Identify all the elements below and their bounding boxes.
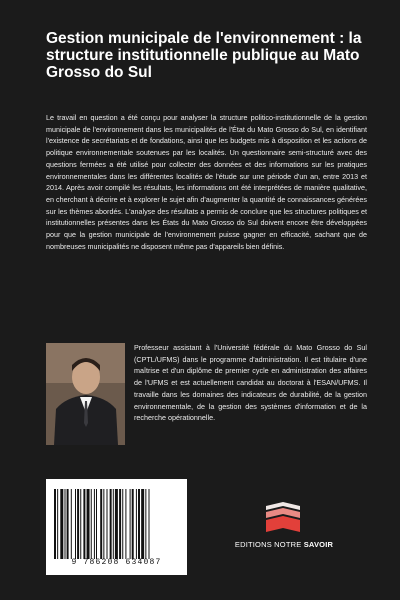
publisher-logo-icon	[258, 500, 308, 534]
isbn-number: 9 786208 634087	[71, 558, 162, 567]
book-title: Gestion municipale de l'environnement : la structure institutionnelle publique au Mato Grosso do Sul	[46, 30, 362, 81]
author-biography: Professeur assistant à l'Université fédérale du Mato Grosso do Sul (CPTL/UFMS) dans le programme d'administration. Il est titulaire d'une maîtrise et d'un diplôme de premier cycle en administration des affaires de l'UFMS et est actuellement candidat au doctorat à l'ESAN/UFMS. Il travaille dans les domaines des indicateurs de durabilité, de la gestion environnementale, de la gestion des systèmes d'information et de la recherche opérationnelle.	[134, 343, 367, 423]
publisher-brand: SAVOIR	[303, 540, 334, 549]
author-photo	[46, 343, 125, 445]
book-summary: Le travail en question a été conçu pour analyser la structure politico-institutionnelle de la gestion municipale de l'environnement dans les municipalités de l'État du Mato Grosso do Sul, en identifiant l'existence de secrétariats et de fondations, ainsi que les budgets mis à disposition et les actions de politique environnementale soutenues par les localités. Un questionnaire semi-structuré avec des questions fermées a été utilisé pour collecter des données et des informations sur les pratiques environnementales dans les différentes localités de l'étude sur une période d'un an, entre 2013 et 2014. Après avoir compilé les résultats, les informations ont été interprétées de manière qualitative, en cherchant à décrire et à explorer le sujet afin d'augmenter la quantité de connaissances générées sur les thèmes abordés. L'analyse des résultats a permis de conclure que les structures politiques et institutionnelles présentes dans les États du Mato Grosso do Sul doivent encore être développées pour que la gestion municipale de l'environnement puisse gagner en efficacité, sachant que de nombreuses municipalités ne disposent même pas d'appareils bien définis.	[46, 113, 367, 251]
publisher-prefix: EDITIONS NOTRE	[234, 540, 304, 549]
publisher-name	[232, 540, 336, 549]
isbn-barcode	[46, 479, 187, 575]
barcode-bars	[54, 489, 179, 559]
